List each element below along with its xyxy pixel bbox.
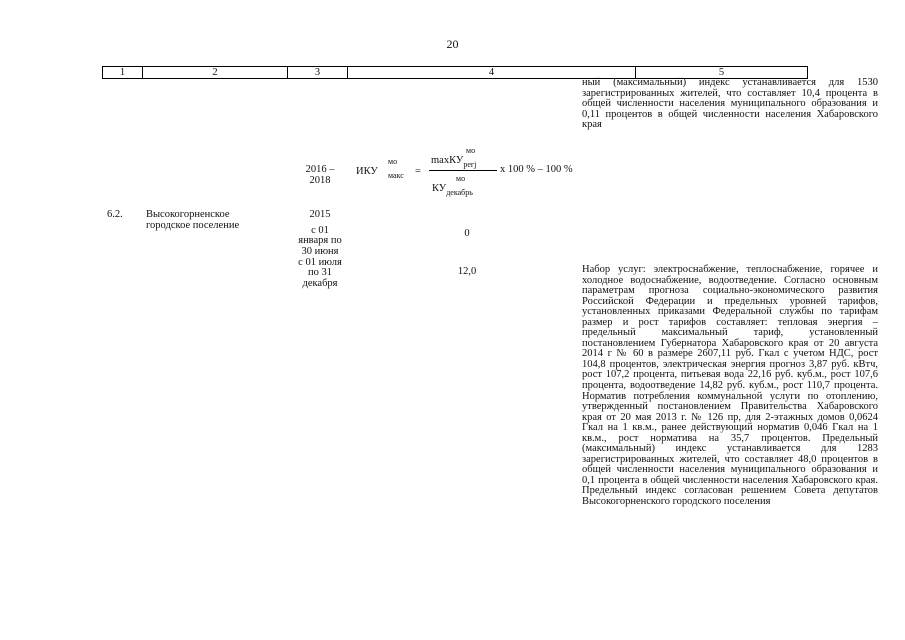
continuation-text: ный (максимальный) индекс устанавливается для 1530 зарегистрированных жителей, что составляет 10,4 процента в общей численности населения муниципального образования и 0,11 процентов в общей численности населения Хабаровского края [582,77,878,131]
formula-numerator-superscript: мо [466,146,476,155]
formula-lhs: ИКУ [356,166,378,177]
period-first-half: с 01 января по 30 июня [298,225,342,257]
column-header-3: 3 [288,67,348,78]
column-header-1: 1 [103,67,143,78]
formula-period: 2016 – 2018 [305,164,335,186]
period-second-half: с 01 июля по 31 декабря [298,257,342,289]
settlement-name: Высокогорненское городское поселение [146,209,240,231]
index-value-second-half: 12,0 [457,266,477,277]
column-header-2: 2 [143,67,288,78]
row-description: Набор услуг: электроснабжение, теплоснабжение, горячее и холодное водоснабжение, водоотведение. Согласно основным параметрам прогноза социально-экономического развития Российской Федерации и предельных уровней тарифов, установленных приказами Федеральной службы по тарифам размер и рост тарифов составляет: тепловая энергия – предельный максимальный тариф, установленный постановлением Губернатора Хабаровского края от 20 августа 2014 г № 60 в размере 2607,11 руб. Гкал с учетом НДС, рост 104,8 процентов, электрическая энергия прогноз 3,87 руб. кВтч, рост 107,2 процента, питьевая вода 22,16 руб. куб.м., рост 107,6 процента, водоотведение 14,82 руб. куб.м., рост 110,7 процента. Норматив потребления коммунальной услуги по отоплению, утвержденный постановлением Правительства Хабаровского края от 20 мая 2013 г. № 126 пр, для 2-этажных домов 0,0624 Гкал на 1 кв.м., ранее действующий норматив 0,046 Гкал на 1 кв.м., рост норматива на 35,7 процентов. Предельный (максимальный) индекс устанавливается для 1283 зарегистрированных жителей, что составляет 48,0 процентов в общей численности населения муниципального образования и 0,1 процента в общей численности населения Хабаровского края. Предельный индекс согласован решением Совета депутатов Высокогорненского городского поселения [582,264,878,508]
formula-tail: x 100 % – 100 % [500,164,573,175]
column-header-5: 5 [718,67,725,78]
index-formula [356,146,586,198]
formula-denominator-superscript: мо [456,174,466,183]
row-number: 6.2. [107,209,123,220]
formula-equals: = [415,166,421,177]
formula-numerator: maxКУ$_{pегj}$ [431,155,477,169]
formula-lhs-superscript: мо [388,157,398,166]
formula-lhs-subscript: макс [388,171,404,180]
column-header-4: 4 [348,67,636,78]
fraction-bar [429,170,497,171]
index-value-first-half: 0 [464,228,470,239]
formula-denominator: $КУ_{декабрь}$ [432,183,473,197]
row-year: 2015 [309,209,331,220]
page-number: 20 [446,37,459,51]
